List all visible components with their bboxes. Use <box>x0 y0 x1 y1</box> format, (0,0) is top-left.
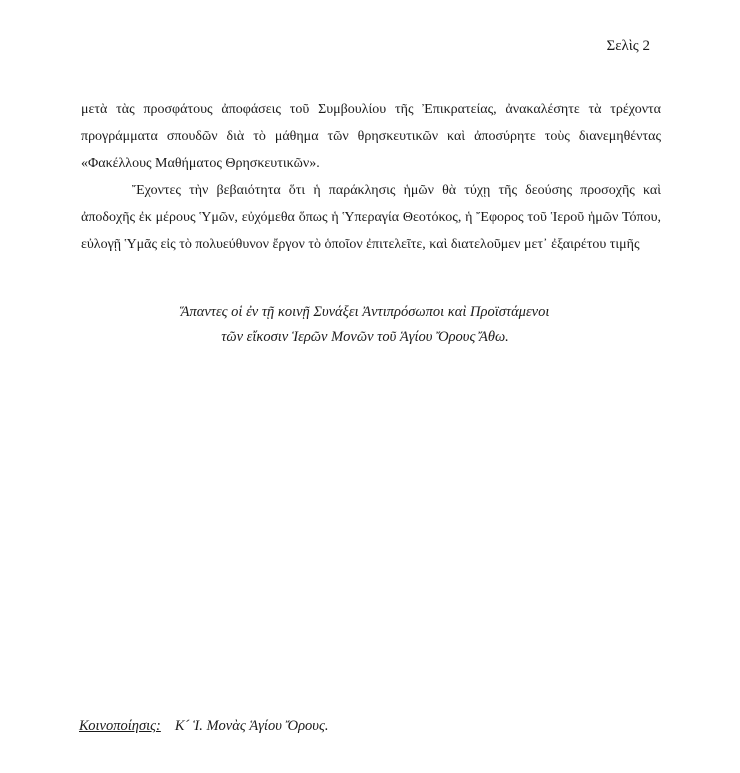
cc-recipient: Κ´ Ἱ. Μονὰς Ἁγίου Ὄρους. <box>174 718 329 734</box>
signature-line: Ἅπαντες οἱ ἐν τῇ κοινῇ Συνάξει Ἀντιπρόσωποι καὶ Προϊστάμενοι <box>180 304 550 320</box>
signature-line: τῶν εἴκοσιν Ἱερῶν Μονῶν τοῦ Ἁγίου Ὄρους Ἄθω. <box>221 329 509 345</box>
letter-body <box>81 96 661 258</box>
page-number: Σελὶς 2 <box>606 38 650 54</box>
cc-label: Κοινοποίησις: <box>79 718 161 734</box>
body-paragraph: Ἔχοντες τὴν βεβαιότητα ὅτι ἡ παράκλησις ἡμῶν θὰ τύχῃ τῆς δεούσης προσοχῆς καὶ ἀποδοχῆς ἐκ μέρους Ὑμῶν, εὐχόμεθα ὅπως ἡ Ὑπεραγία Θεοτόκος, ἡ Ἔφορος τοῦ Ἱεροῦ ἡμῶν Τόπου, εὐλογῇ Ὑμᾶς εἰς τὸ πολυεύθυνον ἔργον τὸ ὁποῖον ἐπιτελεῖτε, καὶ διατελοῦμεν μετ᾽ ἐξαιρέτου τιμῆς <box>81 183 661 252</box>
cc-line <box>79 716 328 736</box>
signature-block <box>0 300 740 350</box>
body-paragraph: μετὰ τὰς προσφάτους ἀποφάσεις τοῦ Συμβουλίου τῆς Ἐπικρατείας, ἀνακαλέσητε τὰ τρέχοντα προγράμματα σπουδῶν διὰ τὸ μάθημα τῶν θρησκευτικῶν καὶ ἀποσύρητε τοὺς διανεμηθέντας «Φακέλλους Μαθήματος Θρησκευτικῶν». <box>81 102 661 171</box>
